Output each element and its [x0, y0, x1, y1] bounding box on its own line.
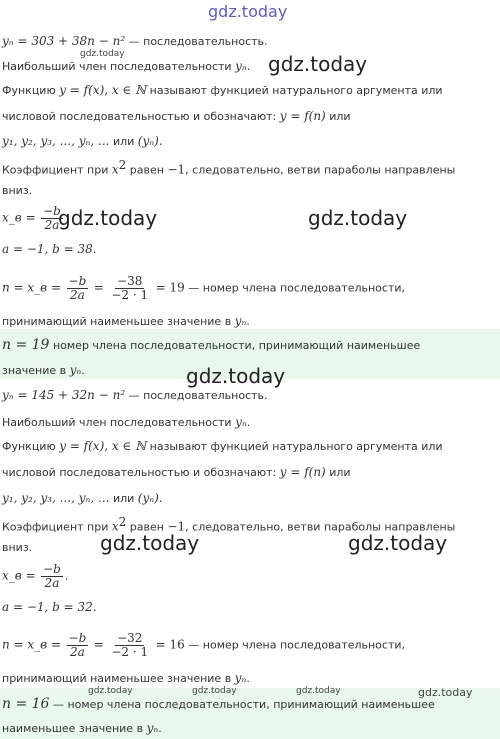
watermark: gdz.today: [186, 364, 286, 388]
watermark-top: gdz.today: [208, 2, 288, 21]
coefficient-line: Коэффициент при $x^2$ равен −1, следовательно, ветви параболы направлены: [2, 515, 456, 534]
max-member-line: Наибольший член последовательности yₙ.: [2, 415, 251, 429]
answer-line-2: наименьшее значение в yₙ.: [2, 721, 162, 735]
sequence-formula: yₙ = 145 + 32n − n² — последовательность.: [2, 388, 268, 402]
watermark: gdz.today: [268, 52, 368, 76]
answer-line-1: n = 19 номер члена последовательности, принимающий наименьшее: [2, 337, 421, 353]
watermark-small: gdz.today: [80, 49, 125, 59]
max-member-line: Наибольший член последовательности yₙ.: [2, 59, 251, 73]
watermark: gdz.today: [100, 531, 200, 555]
watermark-small: gdz.today: [88, 686, 133, 696]
vertex-formula: x_в = $\frac{-b}{2a}$: [2, 204, 61, 232]
min-value-line: принимающий наименьшее значение в yₙ.: [2, 671, 250, 685]
answer-line-1: n = 16 — номер члена последовательности, принимающий наименьшее: [2, 696, 435, 712]
coefficient-line: Коэффициент при $x^2$ равен −1, следовательно, ветви параболы направлены: [2, 158, 456, 177]
answer-line-2: значение в yₙ.: [2, 363, 85, 377]
watermark-small: gdz.today: [418, 686, 473, 699]
definition-line-1: Функцию y = f(x), x ∈ ℕ называют функцией натурального аргумента или: [2, 83, 443, 97]
definition-line-2: числовой последовательностью и обозначают: y = f(n) или: [2, 109, 351, 123]
watermark: gdz.today: [308, 206, 408, 230]
ab-values: a = −1, b = 32.: [2, 600, 97, 614]
definition-line-2: числовой последовательностью и обозначают: y = f(n) или: [2, 465, 351, 479]
vertex-formula: x_в = $\frac{-b}{2a}$ .: [2, 562, 69, 590]
min-value-line: принимающий наименьшее значение в yₙ.: [2, 314, 250, 328]
sequence-notation: y₁, y₂, y₃, ..., yₙ, ... или (yₙ).: [2, 491, 163, 505]
watermark-small: gdz.today: [192, 686, 237, 696]
downward-line: вниз.: [2, 541, 33, 554]
calculation-line: n = x_в = $\frac{-b}{2a}$ = $\frac{-38}{-2 \cdot 1}$ = 19 — номер члена последовательности,: [2, 274, 406, 302]
watermark: gdz.today: [348, 531, 448, 555]
watermark: gdz.today: [58, 206, 158, 230]
sequence-formula: yₙ = 303 + 38n − n² — последовательность.: [2, 34, 268, 48]
watermark-small: gdz.today: [296, 686, 341, 696]
ab-values: a = −1, b = 38.: [2, 242, 97, 256]
definition-line-1: Функцию y = f(x), x ∈ ℕ называют функцией натурального аргумента или: [2, 439, 443, 453]
calculation-line: n = x_в = $\frac{-b}{2a}$ = $\frac{-32}{-2 \cdot 1}$ = 16 — номер члена последовательности,: [2, 631, 406, 659]
sequence-notation: y₁, y₂, y₃, ..., yₙ, ... или (yₙ).: [2, 134, 163, 148]
downward-line: вниз.: [2, 184, 33, 197]
